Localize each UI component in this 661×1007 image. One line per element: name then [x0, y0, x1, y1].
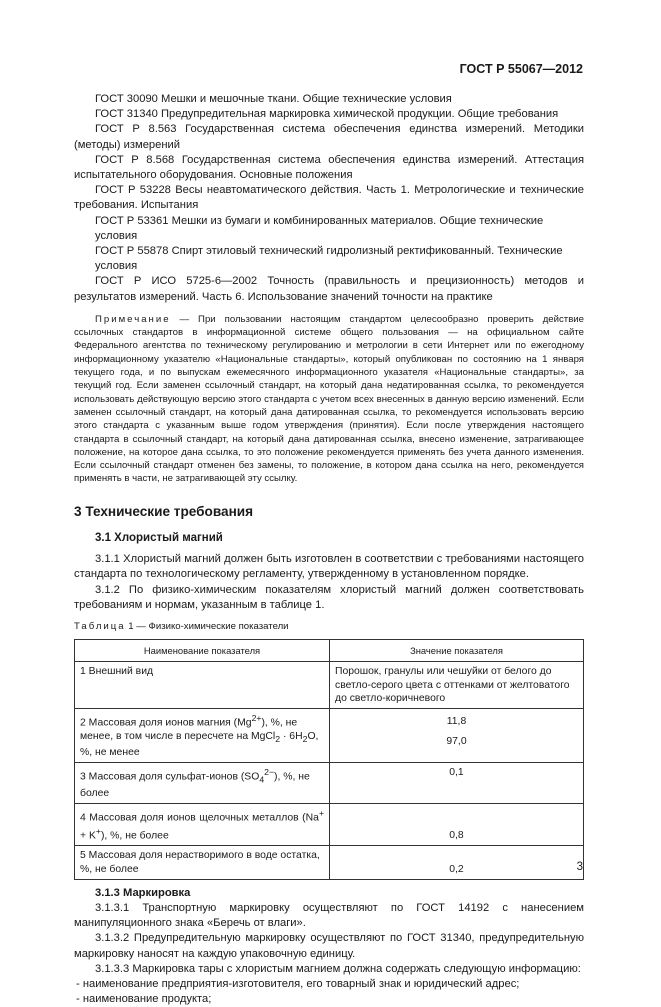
section-3-heading: 3 Технические требования	[74, 503, 254, 519]
row-5-name: 5 Массовая доля нерастворимого в воде остатка, %, не более	[75, 846, 330, 879]
table-row	[75, 708, 584, 762]
note-text: — При пользовании настоящим стандартом целесообразно проверить действие ссылочных стандартов в информационной системе общего пользования — на официальном сайте Федерального агентства по техническому регулированию и метрологии в сети Интернет или по ежегодному информационному указателю «Национальные стандарты», который опубликован по состоянию на 1 января текущего года, и по выпускам ежемесячного информационного указателя «Национальные стандарты», за текущий год. Если заменен ссылочный стандарт, на который дана недатированная ссылка, то рекомендуется использовать действующую версию этого стандарта с учетом всех внесенных в данную версию изменений. Если заменен ссылочный стандарт, на который дана датированная ссылка, то рекомендуется использовать версию этого стандарта с указанным выше годом утверждения (принятия). Если после утверждения настоящего стандарта в ссылочный стандарт, на который дана датированная ссылка, внесено изменение, затрагивающее положение, на которое дана ссылка, то это положение рекомендуется применять без учета данного изменения. Если ссылочный стандарт отменен без замены, то положение, в котором дана ссылка на него, рекомендуется применять в части, не затрагивающей эту ссылку.	[74, 313, 584, 485]
list-item: - наименование продукта;	[76, 993, 212, 1006]
row-2-name: 2 Массовая доля ионов магния $(Mg^{2+})$, %, не менее, в том числе в пересчете на MgCl$_2$ · $6H_2O$, %, не менее	[75, 708, 330, 762]
row-4-name: 4 Массовая доля ионов щелочных металлов (Na+ + K+), %, не более	[75, 804, 330, 846]
row-2-value: 11,8 97,0	[330, 708, 584, 762]
reference-gost-r-53228: ГОСТ Р 53228 Весы неавтоматического действия. Часть 1. Метрологические и технические требования. Испытания	[74, 184, 584, 212]
row-1-name: 1 Внешний вид	[75, 662, 330, 709]
note-paragraph	[74, 313, 584, 486]
row-5-value: 0,2	[330, 846, 584, 879]
table-row	[75, 763, 584, 804]
reference-gost-r-8-563: ГОСТ Р 8.563 Государственная система обеспечения единства измерений. Методики (методы) измерений	[74, 123, 584, 151]
clause-3-1-3-1: 3.1.3.1 Транспортную маркировку осуществляют по ГОСТ 14192 с нанесением манипуляционного знака «Беречь от влаги».	[74, 902, 584, 930]
table-row	[75, 662, 584, 709]
row-3-value: 0,1	[330, 763, 584, 804]
table-caption-label: Таблица	[74, 620, 126, 632]
clause-3-1-3-2: 3.1.3.2 Предупредительную маркировку осуществляют по ГОСТ 31340, предупредительную маркировку наносят на каждую упаковочную единицу.	[74, 932, 584, 960]
table-caption-text: 1 — Физико-химические показатели	[125, 620, 289, 632]
column-header-value: Значение показателя	[330, 640, 584, 662]
row-1-value: Порошок, гранулы или чешуйки от белого до светло-серого цвета с оттенками от желтоватого до светло-коричневого	[330, 662, 584, 709]
list-item: - наименование предприятия-изготовителя, его товарный знак и юридический адрес;	[76, 978, 520, 991]
clause-3-1-1: 3.1.1 Хлористый магний должен быть изготовлен в соответствии с требованиями настоящего стандарта по технологическому регламенту, утвержденному в установленном порядке.	[74, 553, 584, 581]
subsection-3-1-3-heading: 3.1.3 Маркировка	[95, 886, 191, 899]
row-3-name: 3 Массовая доля сульфат-ионов $(SO_4^{2-})$, %, не более	[75, 763, 330, 804]
reference-gost-r-8-568: ГОСТ Р 8.568 Государственная система обеспечения единства измерений. Аттестация испытательного оборудования. Основные положения	[74, 153, 584, 182]
subsection-3-1-heading: 3.1 Хлористый магний	[95, 531, 223, 544]
clause-3-1-2: 3.1.2 По физико-химическим показателям хлористый магний должен соответствовать требованиям и нормам, указанным в таблице 1.	[74, 583, 584, 611]
note-label: Примечание	[95, 313, 171, 325]
column-header-indicator: Наименование показателя	[75, 640, 330, 662]
page-number: 3	[576, 861, 583, 873]
row-4-value: 0,8	[330, 804, 584, 846]
reference-gost-r-53361: ГОСТ Р 53361 Мешки из бумаги и комбинированных материалов. Общие технические условия	[95, 214, 544, 242]
reference-gost-30090: ГОСТ 30090 Мешки и мешочные ткани. Общие технические условия	[95, 93, 452, 105]
table-1-caption	[74, 619, 584, 634]
physico-chemical-table	[74, 639, 584, 880]
clause-3-1-3-3: 3.1.3.3 Маркировка тары с хлористым магнием должна содержать следующую информацию:	[95, 962, 581, 975]
reference-gost-31340: ГОСТ 31340 Предупредительная маркировка химической продукции. Общие требования	[95, 108, 559, 121]
reference-gost-r-iso-5725-6: ГОСТ Р ИСО 5725-6—2002 Точность (правильность и прецизионность) методов и результатов измерений. Часть 6. Использование значений точности на практике	[74, 275, 584, 303]
table-header-row	[75, 640, 584, 662]
reference-gost-r-55878: ГОСТ Р 55878 Спирт этиловый технический гидролизный ректификованный. Технические условия	[95, 245, 563, 273]
table-row	[75, 846, 584, 879]
table-row	[75, 804, 584, 846]
page-body	[74, 92, 584, 1007]
document-id-header: ГОСТ Р 55067—2012	[459, 62, 583, 76]
